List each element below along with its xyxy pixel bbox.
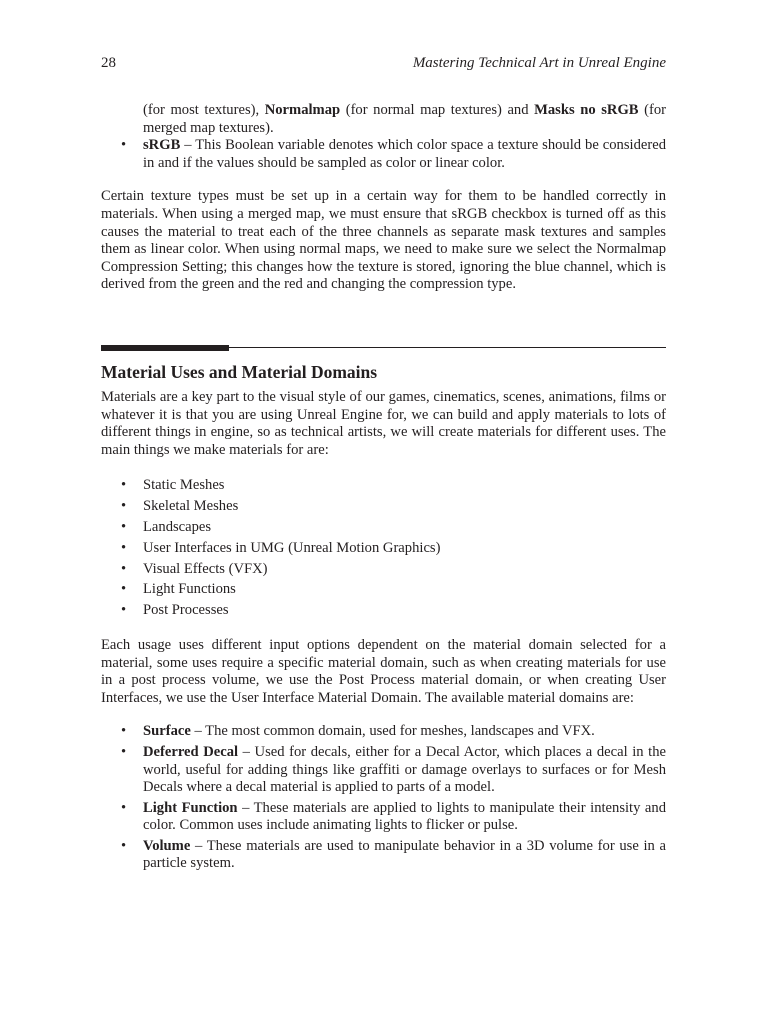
running-head xyxy=(101,54,666,74)
list-item: • sRGB – This Boolean variable denotes which color space a texture should be considered in and if the values should be sampled as color or linear color. xyxy=(121,137,666,171)
term-srgb: sRGB xyxy=(143,137,181,154)
list-item: • Skeletal Meshes xyxy=(121,498,239,515)
section-rule xyxy=(101,346,666,348)
book-title: Mastering Technical Art in Unreal Engine xyxy=(412,55,666,71)
list-item: • Light Functions xyxy=(121,581,236,598)
section-body xyxy=(101,389,666,873)
list-item: • Volume – These materials are used to manipulate behavior in a 3D volume for use in a particle system. xyxy=(121,837,666,872)
list-item: • Surface – The most common domain, used for meshes, landscapes and VFX. xyxy=(121,723,595,740)
paragraph-domains-intro: Each usage uses different input options dependent on the material domain selected for a material, some uses require a specific material domain, such as when creating materials for use in a post process volume, we use the Post Process material domain, or when creating User Interfaces, we use the User Interface Material Domain. The available material domains are: xyxy=(101,636,666,706)
list-item: (for most textures), Normalmap (for normal map textures) and Masks no sRGB (for merged map textures). xyxy=(143,102,666,136)
list-item: • User Interfaces in UMG (Unreal Motion Graphics) xyxy=(121,539,441,556)
uses-list xyxy=(101,475,666,621)
list-item: • Visual Effects (VFX) xyxy=(121,560,268,577)
list-item: • Landscapes xyxy=(121,518,212,535)
list-item: • Deferred Decal – Used for decals, either for a Decal Actor, which places a decal in the world, useful for adding things like graffiti or damage overlays to surfaces or for Mesh Decals where a decal material is applied to parts of a model. xyxy=(121,743,666,796)
list-item: • Static Meshes xyxy=(121,477,225,494)
list-item: • Post Processes xyxy=(121,602,229,619)
list-item: • Light Function – These materials are applied to lights to manipulate their intensity and color. Common uses include animating lights to flicker or pulse. xyxy=(121,799,666,834)
continued-list xyxy=(101,102,666,172)
section-title: Material Uses and Material Domains xyxy=(101,362,378,382)
rule-thick xyxy=(101,345,229,351)
section-intro: Materials are a key part to the visual style of our games, cinematics, scenes, animations, films or whatever it is that you are using Unreal Engine for, we can build and apply materials to lots of different things in engine, so as technical artists, we will create materials for different uses. The main things we make materials for are: xyxy=(101,389,666,458)
paragraph-texture-types: Certain texture types must be set up in a certain way for them to be handled correctly in materials. When using a merged map, we must ensure that sRGB checkbox is turned off as this causes the material to treat each of the three channels as separate mask textures and samples them as linear color. When using normal maps, we need to make sure we select the Normalmap Compression Setting; this changes how the texture is stored, ignoring the blue channel, which is derived from the green and the red and changing the compression type. xyxy=(101,188,666,293)
domains-list xyxy=(101,723,666,873)
page-number: 28 xyxy=(101,55,116,71)
bullet: • xyxy=(121,137,127,154)
continued-content xyxy=(101,102,666,294)
